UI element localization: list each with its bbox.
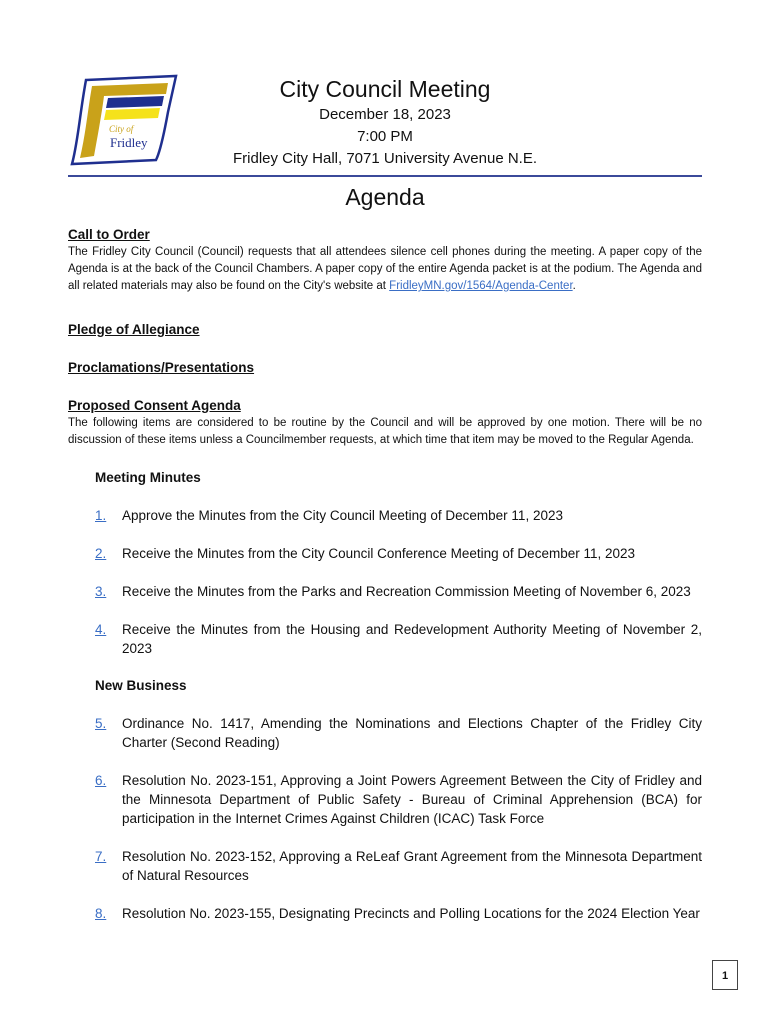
- logo-text-fridley: Fridley: [110, 135, 148, 150]
- agenda-item: [95, 582, 702, 601]
- agenda-item-text: Approve the Minutes from the City Council Meeting of December 11, 2023: [122, 508, 563, 523]
- agenda-item: [95, 904, 702, 923]
- header-divider: [68, 175, 702, 177]
- agenda-item-number[interactable]: 4.: [95, 622, 107, 637]
- call-to-order-end: .: [572, 280, 576, 292]
- new-business-heading: New Business: [95, 678, 187, 693]
- agenda-item-text: Receive the Minutes from the Parks and Recreation Commission Meeting of November 6, 2023: [122, 584, 691, 599]
- meeting-location: Fridley City Hall, 7071 University Avenue N.E.: [232, 150, 537, 167]
- agenda-item-text: Resolution No. 2023-152, Approving a ReLeaf Grant Agreement from the Minnesota Department of Natural Resources: [122, 849, 702, 883]
- agenda-item-number[interactable]: 1.: [95, 508, 107, 523]
- agenda-title: Agenda: [345, 184, 425, 210]
- agenda-item-text: Resolution No. 2023-155, Designating Precincts and Polling Locations for the 2024 Election Year: [122, 906, 700, 921]
- consent-agenda-heading: Proposed Consent Agenda: [68, 398, 241, 413]
- meeting-title: City Council Meeting: [279, 76, 491, 102]
- agenda-item-text: Receive the Minutes from the City Council Conference Meeting of December 11, 2023: [122, 546, 636, 561]
- agenda-item-text: Receive the Minutes from the Housing and Redevelopment Authority Meeting of November 2, 2023: [122, 622, 702, 656]
- call-to-order-heading: Call to Order: [68, 227, 150, 242]
- agenda-item: [95, 771, 702, 828]
- agenda-item-number[interactable]: 7.: [95, 849, 107, 864]
- meeting-header: [200, 74, 570, 170]
- agenda-item-text: Ordinance No. 1417, Amending the Nominations and Elections Chapter of the Fridley City Charter (Second Reading): [122, 716, 702, 750]
- agenda-item: [95, 714, 702, 752]
- agenda-item-number[interactable]: 5.: [95, 716, 107, 731]
- agenda-item-number[interactable]: 2.: [95, 546, 107, 561]
- agenda-item: [95, 620, 702, 658]
- agenda-center-link[interactable]: FridleyMN.gov/1564/Agenda-Center: [389, 280, 573, 292]
- consent-agenda-text: The following items are considered to be routine by the Council and will be approved by one motion. There will be no discussion of these items unless a Councilmember requests, at which time that item may be moved to the Regular Agenda.: [68, 417, 702, 446]
- agenda-item: [95, 544, 702, 563]
- agenda-item: [95, 847, 702, 885]
- agenda-content: [68, 226, 702, 923]
- meeting-minutes-heading: Meeting Minutes: [95, 470, 201, 485]
- logo-text-city-of: City of: [109, 124, 134, 134]
- meeting-date: December 18, 2023: [319, 106, 451, 123]
- agenda-item-number[interactable]: 8.: [95, 906, 107, 921]
- meeting-time: 7:00 PM: [357, 128, 413, 145]
- proclamations-heading: Proclamations/Presentations: [68, 360, 255, 375]
- agenda-item-number[interactable]: 3.: [95, 584, 107, 599]
- call-to-order-body: The Fridley City Council (Council) requests that all attendees silence cell phones during the meeting. A paper copy of the Agenda is at the back of the Council Chambers. A paper copy of the entire Agenda packet is at the podium. The Agenda and all related materials may also be found on the City's website at: [68, 246, 702, 292]
- agenda-item: [95, 506, 702, 525]
- city-of-fridley-logo: [68, 72, 180, 168]
- page-number: 1: [712, 960, 738, 990]
- agenda-item-text: Resolution No. 2023-151, Approving a Joint Powers Agreement Between the City of Fridley and the Minnesota Department of Public Safety - Bureau of Criminal Apprehension (BCA) for participation in the Internet Crimes Against Children (ICAC) Task Force: [122, 773, 702, 826]
- agenda-item-number[interactable]: 6.: [95, 773, 107, 788]
- call-to-order-text: [68, 244, 702, 295]
- pledge-heading: Pledge of Allegiance: [68, 322, 200, 337]
